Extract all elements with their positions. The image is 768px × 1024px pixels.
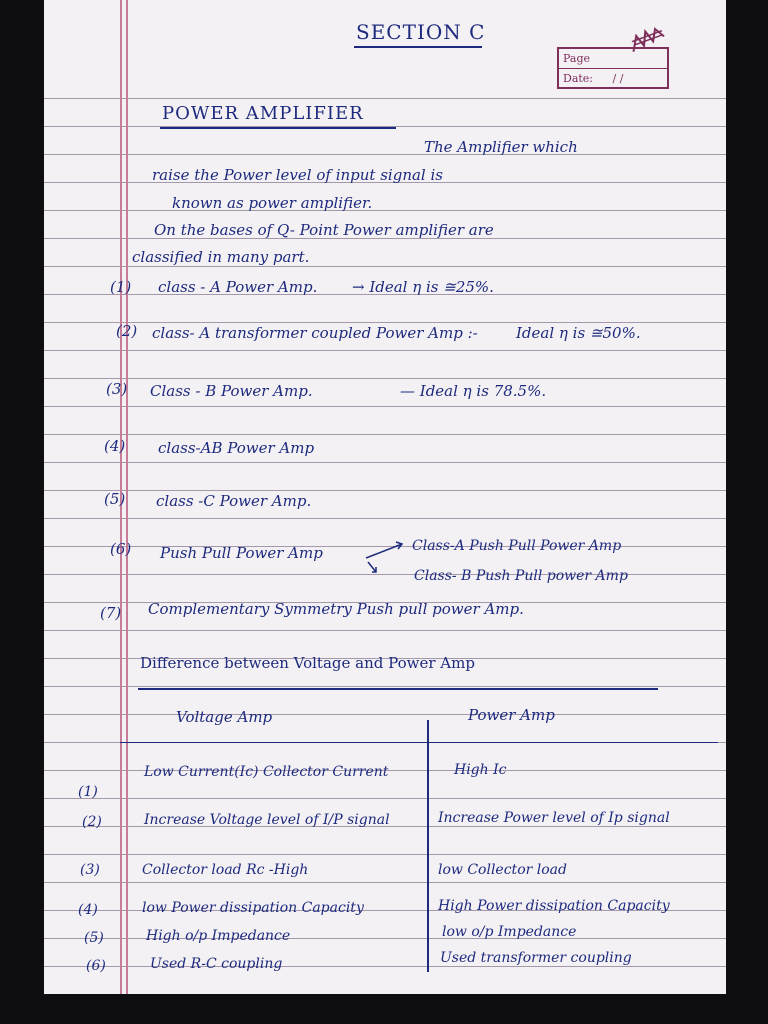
ruled-line (44, 882, 726, 883)
diff-row-2-power: Increase Power level of Ip signal (438, 810, 670, 826)
ruled-line (44, 630, 726, 631)
ruled-line (44, 98, 726, 99)
class-1-note: → Ideal η is ≅25%. (352, 278, 494, 296)
page-heading: POWER AMPLIFIER (162, 103, 364, 124)
diff-row-2-voltage: Increase Voltage level of I/P signal (144, 812, 390, 828)
class-5-text: class -C Power Amp. (156, 492, 312, 510)
notebook-page (44, 0, 726, 994)
ruled-line (44, 854, 726, 855)
margin-line-left-inner (126, 0, 128, 994)
class-7-text: Complementary Symmetry Push pull power Amp. (148, 600, 524, 618)
date-row (559, 68, 667, 88)
diff-row-6-number: (6) (86, 958, 106, 974)
diff-row-3-voltage: Collector load Rc -High (142, 862, 309, 878)
diff-row-4-voltage: low Power dissipation Capacity (142, 900, 364, 916)
ruled-line (44, 966, 726, 967)
diff-row-6-voltage: Used R-C coupling (150, 956, 283, 972)
diff-row-4-power: High Power dissipation Capacity (438, 898, 670, 914)
heading-underline (160, 127, 396, 129)
ruled-line (44, 350, 726, 351)
diff-row-5-number: (5) (84, 930, 104, 946)
section-title-underline (354, 46, 482, 48)
intro-line-4: On the bases of Q- Point Power amplifier are (154, 221, 494, 239)
ruled-line (44, 714, 726, 715)
branch-arrows-icon (362, 538, 412, 576)
diff-row-5-power: low o/p Impedance (442, 924, 577, 940)
section-title: SECTION C (356, 20, 486, 44)
ruled-line (44, 462, 726, 463)
ruled-line (44, 378, 726, 379)
ruled-line (44, 406, 726, 407)
ruled-line (44, 266, 726, 267)
page-label: Page (563, 52, 591, 65)
diff-row-3-power: low Collector load (438, 862, 567, 878)
ruled-line (44, 490, 726, 491)
diff-row-2-number: (2) (82, 814, 102, 830)
table-header-rule (120, 742, 718, 743)
class-1-number: (1) (110, 278, 132, 296)
difference-title-underline (138, 688, 658, 690)
table-divider (427, 720, 429, 972)
class-6-number: (6) (110, 540, 132, 558)
push-pull-branch-b: Class- B Push Pull power Amp (414, 568, 628, 584)
class-6-text: Push Pull Power Amp (160, 544, 323, 562)
ruled-line (44, 518, 726, 519)
diff-row-5-voltage: High o/p Impedance (146, 928, 291, 944)
intro-line-5: classified in many part. (132, 248, 310, 266)
difference-title: Difference between Voltage and Power Amp (140, 654, 475, 672)
ruled-line (44, 210, 726, 211)
date-value: / / (612, 72, 624, 85)
class-4-text: class-AB Power Amp (158, 439, 315, 457)
class-5-number: (5) (104, 490, 126, 508)
intro-line-1: The Amplifier which (424, 138, 578, 156)
class-2-text: class- A transformer coupled Power Amp :- (152, 324, 478, 342)
diff-row-6-power: Used transformer coupling (440, 950, 632, 966)
ruled-line (44, 434, 726, 435)
class-1-text: class - A Power Amp. (158, 278, 318, 296)
diff-row-4-number: (4) (78, 902, 98, 918)
class-7-number: (7) (100, 604, 122, 622)
diff-row-1-number: (1) (78, 784, 98, 800)
diff-row-3-number: (3) (80, 862, 100, 878)
voltage-amp-header: Voltage Amp (176, 708, 273, 726)
class-3-text: Class - B Power Amp. (150, 382, 313, 400)
class-2-number: (2) (116, 322, 138, 340)
class-2-note: Ideal η is ≅50%. (516, 324, 641, 342)
ruled-line (44, 686, 726, 687)
page-date-box (557, 47, 669, 89)
class-4-number: (4) (104, 437, 126, 455)
ruled-line (44, 322, 726, 323)
push-pull-branch-a: Class-A Push Pull Power Amp (412, 538, 622, 554)
diff-row-1-power: High Ic (454, 762, 507, 778)
ruled-line (44, 154, 726, 155)
diff-row-1-voltage: Low Current(Ic) Collector Current (144, 764, 389, 780)
date-label: Date: (563, 72, 594, 85)
intro-line-2: raise the Power level of input signal is (152, 166, 443, 184)
power-amp-header: Power Amp (468, 706, 555, 724)
class-3-number: (3) (106, 380, 128, 398)
intro-line-3: known as power amplifier. (172, 194, 373, 212)
ruled-line (44, 798, 726, 799)
class-3-note: — Ideal η is 78.5%. (400, 382, 547, 400)
